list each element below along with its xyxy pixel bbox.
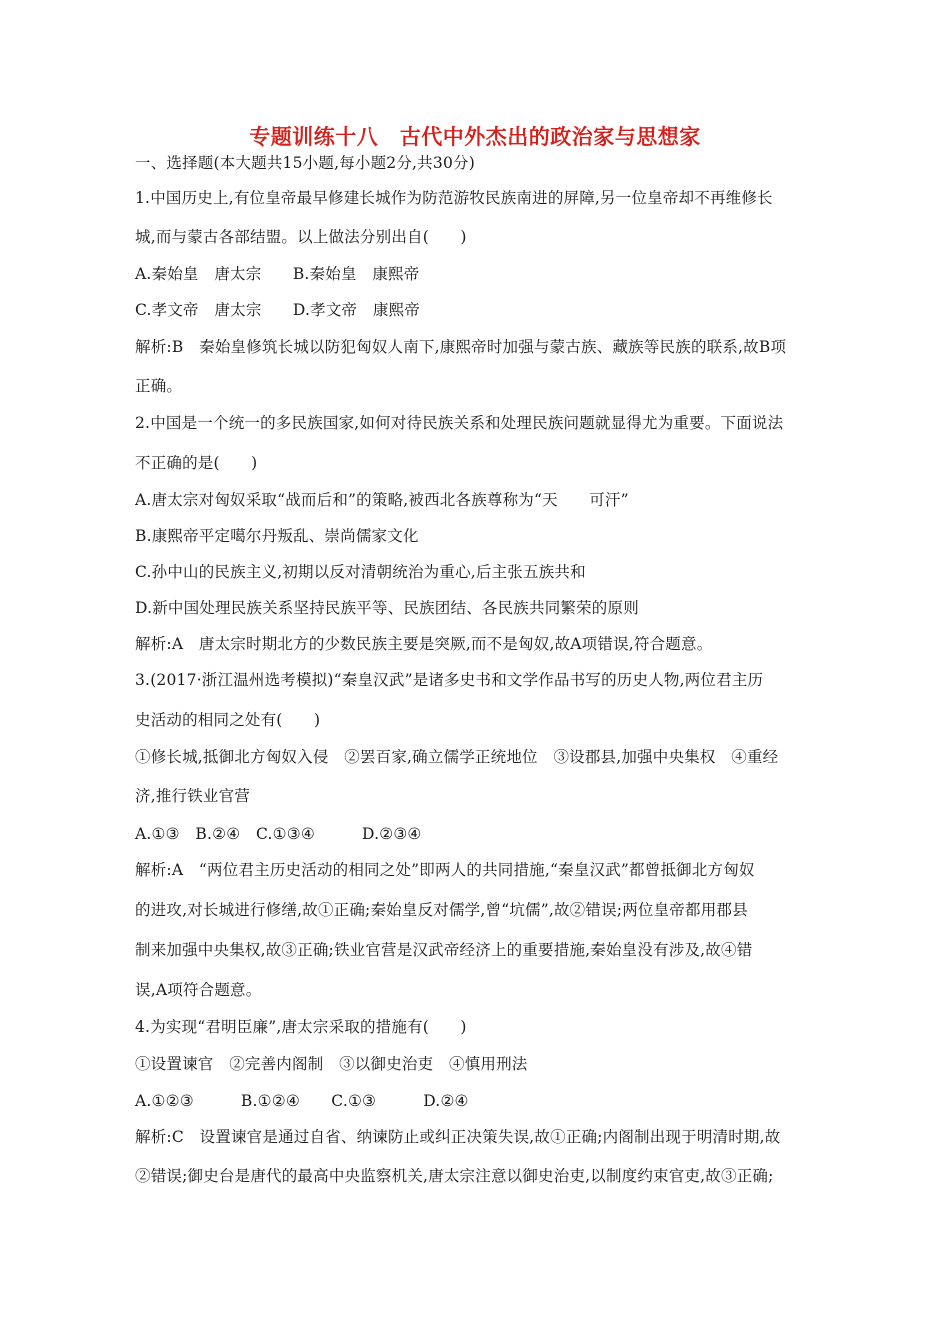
text-line: C.孙中山的民族主义,初期以反对清朝统治为重心,后主张五族共和: [135, 563, 586, 581]
page-title: 专题训练十八 古代中外杰出的政治家与思想家: [249, 125, 701, 149]
text-line: 解析:B 秦始皇修筑长城以防犯匈奴人南下,康熙帝时加强与蒙古族、藏族等民族的联系,故B项: [135, 338, 787, 356]
text-line: 的进攻,对长城进行修缮,故①正确;秦始皇反对儒学,曾“坑儒”,故②错误;两位皇帝都用郡县: [135, 901, 748, 919]
text-line: 不正确的是( ): [135, 454, 258, 472]
text-line: A.唐太宗对匈奴采取“战而后和”的策略,被西北各族尊称为“天 可汗”: [135, 491, 629, 509]
text-line: 3.(2017·浙江温州选考模拟)“秦皇汉武”是诸多史书和文学作品书写的历史人物,两位君主历: [135, 671, 764, 689]
text-line: 2.中国是一个统一的多民族国家,如何对待民族关系和处理民族问题就显得尤为重要。下面说法: [135, 414, 784, 432]
text-line: A.秦始皇 唐太宗 B.秦始皇 康熙帝: [135, 265, 420, 283]
text-line: ①设置谏官 ②完善内阁制 ③以御史治吏 ④慎用刑法: [135, 1055, 528, 1073]
text-line: 4.为实现“君明臣廉”,唐太宗采取的措施有( ): [135, 1018, 467, 1036]
text-line: B.康熙帝平定噶尔丹叛乱、崇尚儒家文化: [135, 527, 419, 545]
text-line: A.①②③ B.①②④ C.①③ D.②④: [135, 1092, 469, 1110]
text-line: A.①③ B.②④ C.①③④ D.②③④: [135, 825, 422, 843]
text-line: 解析:A 唐太宗时期北方的少数民族主要是突厥,而不是匈奴,故A项错误,符合题意。: [135, 635, 713, 653]
text-line: 解析:C 设置谏官是通过自省、纳谏防止或纠正决策失误,故①正确;内阁制出现于明清时期,故: [135, 1128, 781, 1146]
text-line: D.新中国处理民族关系坚持民族平等、民族团结、各民族共同繁荣的原则: [135, 599, 639, 617]
text-line: 误,A项符合题意。: [135, 981, 262, 999]
text-line: ①修长城,抵御北方匈奴入侵 ②罢百家,确立儒学正统地位 ③设郡县,加强中央集权 ④重经: [135, 748, 779, 766]
text-line: 解析:A “两位君主历史活动的相同之处”即两人的共同措施,“秦皇汉武”都曾抵御北方匈奴: [135, 861, 755, 879]
text-line: C.孝文帝 唐太宗 D.孝文帝 康熙帝: [135, 301, 421, 319]
text-line: 城,而与蒙古各部结盟。以上做法分别出自( ): [135, 228, 467, 246]
text-line: 1.中国历史上,有位皇帝最早修建长城作为防范游牧民族南进的屏障,另一位皇帝却不再维修长: [135, 189, 773, 207]
section-heading: 一、选择题(本大题共15小题,每小题2分,共30分): [135, 154, 475, 172]
text-line: 史活动的相同之处有( ): [135, 711, 321, 729]
text-line: ②错误;御史台是唐代的最高中央监察机关,唐太宗注意以御史治吏,以制度约束官吏,故③正确;: [135, 1167, 774, 1185]
text-line: 正确。: [135, 377, 183, 395]
text-line: 济,推行铁业官营: [135, 787, 251, 805]
text-line: 制来加强中央集权,故③正确;铁业官营是汉武帝经济上的重要措施,秦始皇没有涉及,故④错: [135, 941, 753, 959]
